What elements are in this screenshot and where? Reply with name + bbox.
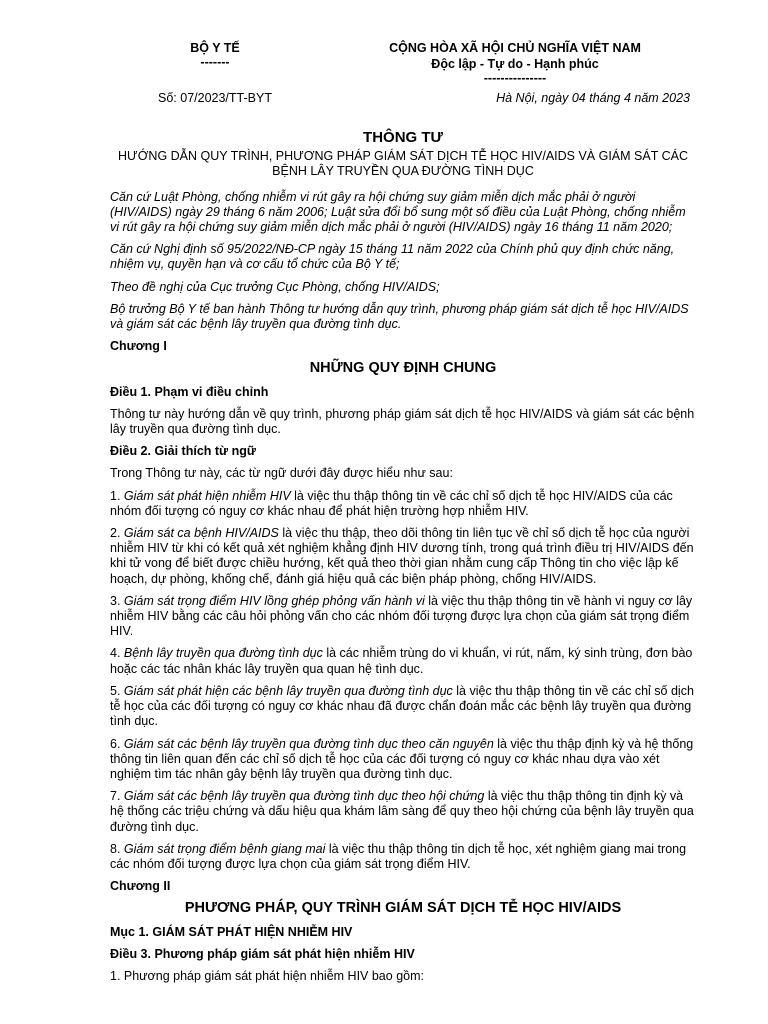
motto-underline: ---------------	[483, 71, 547, 85]
preamble-paragraph: Căn cứ Luật Phòng, chống nhiễm vi rút gây ra hội chứng suy giảm miễn dịch mắc phải ở người (HIV/AIDS) ngày 29 tháng 6 năm 2006; Luật sửa đổi bổ sung một số điều của Luật Phòng, chống nhiễm vi rút gây ra hội chứng suy giảm miễn dịch mắc phải ở người (HIV/AIDS) ngày 16 tháng 11 năm 2020;	[110, 189, 686, 235]
national-title-block	[340, 40, 690, 84]
motto: Độc lập - Tự do - Hạnh phúc	[431, 57, 599, 71]
definition-text: là việc thu thập thông tin về hành vi nguy cơ lây nhiễm HIV bằng các câu hỏi phỏng vấn cho các nhóm đối tượng được lựa chọn của giám sát trọng điểm HIV.	[110, 593, 693, 639]
document-subject: HƯỚNG DẪN QUY TRÌNH, PHƯƠNG PHÁP GIÁM SÁT DỊCH TỄ HỌC HIV/AIDS VÀ GIÁM SÁT CÁC BỆNH LÂY TRUYỀN QUA ĐƯỜNG TÌNH DỤC	[118, 149, 688, 179]
chapter-title: NHỮNG QUY ĐỊNH CHUNG	[309, 360, 497, 377]
ministry-name: BỘ Y TẾ	[190, 41, 240, 55]
document-header	[110, 40, 690, 130]
chapter-label: Chương I	[110, 339, 167, 354]
definition-item	[110, 684, 696, 730]
definition-text: là việc thu thập thông tin về các chỉ số dịch tễ học HIV/AIDS của các nhóm đối tượng có nguy cơ khác nhau để phát hiện trường hợp nhiễm HIV.	[110, 488, 673, 518]
issuer-block	[110, 40, 320, 68]
definition-item	[110, 594, 696, 640]
chapter-title: PHƯƠNG PHÁP, QUY TRÌNH GIÁM SÁT DỊCH TỄ HỌC HIV/AIDS	[184, 900, 622, 917]
definition-item	[110, 646, 696, 676]
document-type: THÔNG TƯ	[363, 129, 443, 146]
definition-item	[110, 526, 696, 587]
article-text: 1. Phương pháp giám sát phát hiện nhiễm HIV bao gồm:	[110, 968, 424, 983]
definition-item	[110, 737, 696, 783]
preamble-paragraph: Theo đề nghị của Cục trưởng Cục Phòng, chống HIV/AIDS;	[110, 279, 440, 294]
definition-text: là việc thu thập thông tin dịch tễ học, xét nghiệm giang mai trong các nhóm đối tượng được lựa chọn của giám sát trọng điểm HIV.	[110, 841, 687, 871]
definition-term: Giám sát các bệnh lây truyền qua đường tình dục theo hội chứng	[123, 789, 485, 804]
definition-text: là việc thu thập thông tin về các chỉ số dịch tễ học của các đối tượng có nguy cơ khác nhau đã được chẩn đoán mắc các bệnh lây truyền qua đường tình dục.	[110, 683, 694, 729]
definition-term: Giám sát các bệnh lây truyền qua đường tình dục theo căn nguyên	[123, 736, 494, 751]
definition-number: 8.	[110, 841, 124, 856]
definition-number: 3.	[110, 593, 124, 608]
document-body	[110, 130, 696, 991]
definition-text: là việc thu thập thông tin định kỳ và hệ thống các triệu chứng và dấu hiệu qua khám lâm sàng để quy theo hội chứng của bệnh lây truyền qua đường tình dục.	[110, 789, 694, 834]
document-number: Số: 07/2023/TT-BYT	[158, 91, 272, 105]
definition-item	[110, 842, 696, 872]
article-text: Thông tư này hướng dẫn về quy trình, phương pháp giám sát dịch tễ học HIV/AIDS và giám sát các bệnh lây truyền qua đường tình dục.	[110, 406, 695, 437]
issue-date: Hà Nội, ngày 04 tháng 4 năm 2023	[496, 91, 690, 105]
definition-term: Giám sát phát hiện các bệnh lây truyền qua đường tình dục	[123, 683, 453, 698]
definition-term: Bệnh lây truyền qua đường tình dục	[123, 646, 323, 661]
definition-term: Giám sát phát hiện nhiễm HIV	[123, 488, 291, 503]
article-title: Điều 1. Phạm vi điều chỉnh	[110, 384, 269, 399]
ministry-underline: -------	[200, 55, 230, 69]
section-title: Mục 1. GIÁM SÁT PHÁT HIỆN NHIỄM HIV	[110, 924, 353, 939]
definition-text: là việc thu thập định kỳ và hệ thống thông tin liên quan đến các chỉ số dịch tễ học của các đối tượng có nguy cơ khác nhau dựa vào xét nghiệm tìm tác nhân gây bệnh lây truyền qua đường tình dục.	[110, 736, 694, 781]
definition-number: 1.	[110, 488, 124, 503]
preamble-paragraph: Căn cứ Nghị định số 95/2022/NĐ-CP ngày 15 tháng 11 năm 2022 của Chính phủ quy định chức năng, nhiệm vụ, quyền hạn và cơ cấu tổ chức của Bộ Y tế;	[110, 242, 675, 272]
definition-term: Giám sát trọng điểm HIV lồng ghép phỏng vấn hành vi	[123, 593, 425, 608]
republic-name: CỘNG HÒA XÃ HỘI CHỦ NGHĨA VIỆT NAM	[389, 41, 641, 55]
definition-number: 7.	[110, 789, 124, 804]
definition-term: Giám sát ca bệnh HIV/AIDS	[123, 526, 279, 541]
definition-number: 6.	[110, 736, 124, 751]
article-title: Điều 2. Giải thích từ ngữ	[110, 444, 256, 459]
definition-number: 2.	[110, 526, 124, 541]
definition-text: là các nhiễm trùng do vi khuẩn, vi rút, nấm, ký sinh trùng, đơn bào hoặc các tác nhân khác lây truyền qua quan hệ tình dục.	[110, 646, 693, 676]
chapter-label: Chương II	[110, 879, 171, 894]
definition-number: 4.	[110, 646, 124, 661]
article-title: Điều 3. Phương pháp giám sát phát hiện nhiễm HIV	[110, 946, 415, 961]
definition-number: 5.	[110, 683, 124, 698]
article-text: Trong Thông tư này, các từ ngữ dưới đây được hiểu như sau:	[110, 466, 453, 481]
definition-term: Giám sát trọng điểm bệnh giang mai	[123, 841, 326, 856]
preamble-paragraph: Bộ trưởng Bộ Y tế ban hành Thông tư hướng dẫn quy trình, phương pháp giám sát dịch tễ học HIV/AIDS và giám sát các bệnh lây truyền qua đường tình dục.	[110, 301, 689, 332]
definition-item	[110, 789, 696, 835]
definition-text: là việc thu thập, theo dõi thông tin liên tục về chỉ số dịch tễ học của người nhiễm HIV từ khi có kết quả xét nghiệm khẳng định HIV dương tính, trong quá trình điều trị HIV/AIDS đến khi tử vong để biết được chiều hướng, kết quả theo thời gian nhằm cung cấp Thông tin cho việc lập kế hoạch, dự phòng, khống chế, đánh giá hiệu quả các biện pháp phòng, chống HIV/AIDS.	[110, 526, 694, 586]
definition-item	[110, 489, 696, 519]
